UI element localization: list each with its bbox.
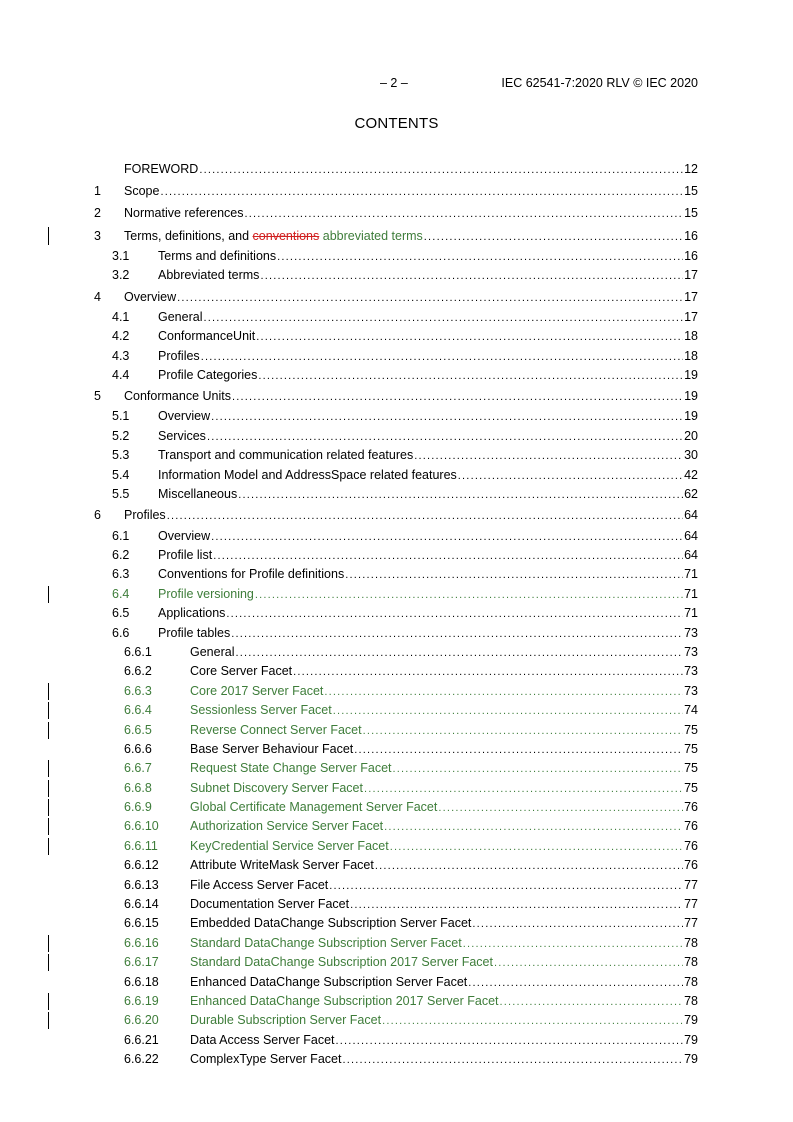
leader-dots: [211, 528, 683, 547]
change-bar: [48, 586, 49, 603]
table-of-contents: [94, 158, 698, 1070]
toc-entry-title: Global Certificate Management Server Facet: [190, 800, 438, 815]
toc-entry[interactable]: [94, 158, 698, 180]
toc-entry-page: 73: [684, 664, 698, 679]
toc-entry-number: 5.2: [112, 428, 130, 443]
change-bar: [48, 760, 49, 777]
toc-entry-page: 77: [684, 897, 698, 912]
toc-entry-title: Scope: [124, 184, 160, 199]
toc-entry-title: Conventions for Profile definitions: [158, 567, 345, 582]
toc-entry[interactable]: [94, 798, 698, 817]
leader-dots: [231, 625, 683, 644]
toc-entry[interactable]: [94, 308, 698, 327]
toc-entry-page: 71: [684, 586, 698, 601]
leader-dots: [256, 328, 683, 347]
toc-entry-number: 6.6.15: [124, 916, 159, 931]
toc-entry[interactable]: [94, 1011, 698, 1030]
toc-entry-page: 76: [684, 819, 698, 834]
leader-dots: [414, 447, 683, 466]
toc-entry[interactable]: [94, 385, 698, 407]
toc-entry-number: 5: [94, 389, 101, 404]
toc-entry-page: 75: [684, 780, 698, 795]
toc-entry[interactable]: [94, 914, 698, 933]
leader-dots: [382, 1012, 683, 1031]
toc-entry-number: 6.6.21: [124, 1032, 159, 1047]
change-bar: [48, 1012, 49, 1029]
page-title: CONTENTS: [354, 115, 439, 132]
toc-entry-title: Subnet Discovery Server Facet: [190, 780, 363, 795]
toc-entry[interactable]: [94, 180, 698, 202]
toc-entry-number: 6.6.8: [124, 780, 152, 795]
toc-entry-title: Standard DataChange Subscription Server Facet: [190, 935, 462, 950]
toc-entry[interactable]: [94, 485, 698, 504]
change-bar: [48, 993, 49, 1010]
leader-dots: [324, 683, 683, 702]
toc-entry-number: 6.6.11: [124, 838, 158, 853]
toc-entry-number: 6.6.18: [124, 974, 159, 989]
toc-entry[interactable]: [94, 662, 698, 681]
toc-entry-title: Core 2017 Server Facet: [190, 683, 324, 698]
toc-entry-title: General: [158, 309, 203, 324]
leader-dots: [201, 348, 683, 367]
toc-entry[interactable]: [94, 759, 698, 778]
toc-entry-title: KeyCredential Service Server Facet: [190, 838, 389, 853]
leader-dots: [207, 428, 683, 447]
toc-entry-title: Profile list: [158, 548, 213, 562]
toc-entry[interactable]: [94, 604, 698, 623]
toc-entry-number: 6.3: [112, 567, 130, 582]
toc-entry-number: 5.4: [112, 467, 130, 482]
leader-dots: [277, 248, 683, 267]
toc-entry-title: Profile Categories: [158, 367, 258, 382]
toc-entry-title: FOREWORD: [124, 162, 199, 176]
toc-entry-title: Profiles: [124, 508, 166, 523]
toc-entry-page: 16: [684, 228, 698, 243]
toc-entry-title: Terms and definitions: [158, 248, 277, 263]
toc-entry-title: Overview: [158, 409, 211, 424]
leader-dots: [232, 386, 683, 408]
toc-entry-page: 71: [684, 606, 698, 621]
toc-entry-title: Abbreviated terms: [158, 268, 260, 283]
change-bar: [48, 722, 49, 739]
toc-entry-number: 4.2: [112, 329, 130, 344]
standard-reference: IEC 62541-7:2020 RLV © IEC 2020: [501, 76, 698, 90]
leader-dots: [494, 954, 683, 973]
toc-entry-number: 4: [94, 289, 101, 304]
toc-entry-number: 6.6.3: [124, 683, 152, 698]
leader-dots: [342, 1051, 683, 1070]
toc-entry-number: 6.6.17: [124, 955, 159, 970]
toc-entry-number: 5.5: [112, 487, 130, 502]
toc-entry-number: 6.6.19: [124, 993, 159, 1008]
toc-entry[interactable]: [94, 565, 698, 584]
toc-entry-title: Services: [158, 428, 206, 443]
leader-dots: [293, 663, 683, 682]
toc-entry[interactable]: [94, 527, 698, 546]
change-bar: [48, 838, 49, 855]
toc-entry-page: 73: [684, 644, 698, 659]
toc-entry-title: Attribute WriteMask Server Facet: [190, 858, 374, 873]
toc-entry[interactable]: [94, 837, 698, 856]
toc-entry-number: 6.1: [112, 528, 130, 543]
toc-entry-title: Miscellaneous: [158, 487, 238, 502]
toc-entry-title: Overview: [124, 289, 177, 304]
toc-entry-number: 4.3: [112, 348, 130, 363]
toc-entry[interactable]: [94, 1031, 698, 1050]
change-bar: [48, 683, 49, 700]
leader-dots: [235, 644, 683, 663]
leader-dots: [463, 935, 683, 954]
toc-entry-page: 20: [684, 428, 698, 443]
toc-entry-title: Profile tables: [158, 625, 231, 640]
deleted-text: conventions: [252, 228, 320, 243]
change-bar: [48, 818, 49, 835]
toc-entry-page: 73: [684, 625, 698, 640]
toc-entry-page: 77: [684, 877, 698, 892]
leader-dots: [424, 226, 683, 248]
toc-entry-number: 3.2: [112, 268, 130, 283]
toc-entry[interactable]: [94, 504, 698, 526]
toc-entry-page: 78: [684, 935, 698, 950]
toc-entry-number: 6.6.10: [124, 819, 159, 834]
toc-entry[interactable]: [94, 934, 698, 953]
toc-entry-page: 64: [684, 528, 698, 543]
leader-dots: [203, 309, 683, 328]
change-bar: [48, 799, 49, 816]
toc-entry-number: 1: [94, 184, 101, 199]
toc-entry[interactable]: [94, 682, 698, 701]
added-text: abbreviated terms: [319, 228, 423, 243]
toc-entry-page: 79: [684, 1013, 698, 1028]
toc-entry-number: 6.6.5: [124, 722, 152, 737]
toc-entry[interactable]: [94, 856, 698, 875]
toc-entry-title: General: [190, 644, 235, 659]
toc-entry-page: 30: [684, 448, 698, 463]
leader-dots: [393, 760, 684, 779]
toc-entry[interactable]: [94, 427, 698, 446]
toc-entry[interactable]: [94, 446, 698, 465]
leader-dots: [354, 741, 683, 760]
toc-entry-number: 6.6.12: [124, 858, 159, 873]
toc-entry-number: 4.4: [112, 367, 130, 382]
toc-entry[interactable]: [94, 286, 698, 308]
change-bar: [48, 227, 49, 245]
toc-entry-number: 5.1: [112, 409, 130, 424]
toc-entry[interactable]: [94, 585, 698, 604]
toc-entry-number: 6.6.20: [124, 1013, 159, 1028]
toc-entry-page: 78: [684, 993, 698, 1008]
toc-entry-number: 6.6.4: [124, 703, 152, 718]
toc-entry-page: 62: [684, 487, 698, 502]
toc-entry-number: 6.6.7: [124, 761, 152, 776]
toc-entry[interactable]: [94, 202, 698, 224]
leader-dots: [160, 181, 683, 203]
toc-entry-number: 6.6.2: [124, 664, 152, 679]
toc-entry-number: 6.6.14: [124, 897, 159, 912]
leader-dots: [255, 586, 683, 605]
leader-dots: [333, 702, 683, 721]
change-bar: [48, 780, 49, 797]
toc-entry-page: 17: [684, 309, 698, 324]
toc-entry[interactable]: [94, 973, 698, 992]
toc-entry-page: 19: [684, 367, 698, 382]
toc-entry-number: 6.6.9: [124, 800, 152, 815]
toc-entry-title: Overview: [158, 528, 211, 543]
toc-entry-title: Transport and communication related features: [158, 448, 414, 463]
toc-entry[interactable]: [94, 624, 698, 643]
toc-entry-title: Conformance Units: [124, 389, 231, 404]
toc-entry-page: 79: [684, 1052, 698, 1067]
toc-entry-page: 19: [684, 409, 698, 424]
toc-entry-title: Documentation Server Facet: [190, 897, 350, 912]
page-number: – 2 –: [380, 76, 408, 90]
toc-entry-number: 6.5: [112, 606, 130, 621]
toc-entry[interactable]: [94, 1050, 698, 1069]
leader-dots: [238, 486, 683, 505]
toc-entry[interactable]: [94, 895, 698, 914]
toc-entry-title: File Access Server Facet: [190, 877, 329, 892]
toc-entry-number: 6: [94, 508, 101, 523]
leader-dots: [468, 974, 683, 993]
toc-entry-page: 17: [684, 268, 698, 283]
toc-entry[interactable]: [94, 817, 698, 836]
toc-entry[interactable]: [94, 779, 698, 798]
toc-entry-page: 75: [684, 722, 698, 737]
toc-entry-number: 6.6.6: [124, 741, 152, 756]
toc-entry[interactable]: [94, 740, 698, 759]
toc-entry[interactable]: [94, 992, 698, 1011]
toc-entry[interactable]: [94, 466, 698, 485]
toc-entry-title: Data Access Server Facet: [190, 1032, 335, 1047]
toc-entry-title: Durable Subscription Server Facet: [190, 1013, 382, 1028]
toc-entry[interactable]: [94, 721, 698, 740]
change-bar: [48, 954, 49, 971]
toc-entry[interactable]: [94, 347, 698, 366]
toc-entry-number: 6.6.22: [124, 1052, 159, 1067]
leader-dots: [384, 818, 683, 837]
toc-entry-page: 76: [684, 800, 698, 815]
toc-entry-page: 16: [684, 248, 698, 263]
toc-entry-page: 18: [684, 348, 698, 363]
leader-dots: [213, 547, 683, 566]
toc-entry-number: 2: [94, 206, 101, 221]
toc-entry-page: 64: [684, 508, 698, 523]
toc-entry-page: 17: [684, 289, 698, 304]
toc-entry-title: Embedded DataChange Subscription Server Facet: [190, 916, 472, 931]
toc-entry-page: 18: [684, 329, 698, 344]
toc-entry-page: 75: [684, 741, 698, 756]
leader-dots: [363, 722, 683, 741]
toc-entry-title: ComplexType Server Facet: [190, 1052, 342, 1067]
leader-dots: [167, 505, 683, 527]
toc-entry-page: 74: [684, 703, 698, 718]
toc-entry-page: 78: [684, 974, 698, 989]
toc-entry-title: Profiles: [158, 348, 200, 363]
toc-entry-title: ConformanceUnit: [158, 329, 256, 344]
leader-dots: [364, 780, 683, 799]
page-header: [380, 76, 698, 92]
leader-dots: [500, 993, 684, 1012]
toc-entry-number: 6.6.13: [124, 877, 159, 892]
toc-entry-title: Enhanced DataChange Subscription Server Facet: [190, 974, 468, 989]
toc-entry-page: 75: [684, 761, 698, 776]
toc-entry-number: 6.6.16: [124, 935, 159, 950]
toc-entry-page: 42: [684, 467, 698, 482]
toc-entry-page: 79: [684, 1032, 698, 1047]
toc-entry-title: Normative references: [124, 206, 244, 221]
leader-dots: [390, 838, 683, 857]
toc-entry-title: Enhanced DataChange Subscription 2017 Server Facet: [190, 993, 499, 1008]
toc-entry-page: 71: [684, 567, 698, 582]
toc-entry-title: Profile versioning: [158, 586, 254, 601]
toc-entry-number: 6.6: [112, 625, 130, 640]
leader-dots: [260, 267, 683, 286]
toc-entry-title: Information Model and AddressSpace related features: [158, 467, 457, 482]
toc-entry-page: 78: [684, 955, 698, 970]
toc-entry-title: Reverse Connect Server Facet: [190, 722, 362, 737]
toc-entry-number: 6.6.1: [124, 644, 152, 659]
toc-entry-title: Authorization Service Server Facet: [190, 819, 384, 834]
toc-entry-page: 64: [684, 548, 698, 562]
toc-entry[interactable]: [94, 225, 698, 247]
toc-entry-number: 5.3: [112, 448, 130, 463]
toc-entry[interactable]: [94, 701, 698, 720]
toc-entry-page: 77: [684, 916, 698, 931]
leader-dots: [226, 605, 683, 624]
toc-entry-title: Applications: [158, 606, 226, 621]
toc-entry-page: 73: [684, 683, 698, 698]
leader-dots: [375, 857, 683, 876]
toc-entry[interactable]: [94, 266, 698, 285]
toc-entry-page: 19: [684, 389, 698, 404]
leader-dots: [329, 877, 683, 896]
toc-entry-title: Core Server Facet: [190, 664, 293, 679]
toc-entry[interactable]: [94, 407, 698, 426]
toc-entry-title: Request State Change Server Facet: [190, 761, 392, 776]
leader-dots: [472, 915, 683, 934]
toc-entry-page: 12: [684, 162, 698, 176]
toc-entry-number: 4.1: [112, 309, 130, 324]
leader-dots: [438, 799, 683, 818]
toc-entry-page: 15: [684, 206, 698, 221]
leader-dots: [336, 1032, 684, 1051]
toc-entry[interactable]: [94, 643, 698, 662]
toc-entry-number: 3: [94, 228, 101, 243]
toc-entry-title: Base Server Behaviour Facet: [190, 741, 354, 756]
toc-entry-page: 15: [684, 184, 698, 199]
toc-entry-page: 76: [684, 858, 698, 873]
leader-dots: [350, 896, 683, 915]
leader-dots: [345, 566, 683, 585]
toc-entry[interactable]: [94, 953, 698, 972]
toc-entry-title: Standard DataChange Subscription 2017 Server Facet: [190, 955, 493, 970]
toc-entry-number: 6.2: [112, 548, 130, 562]
toc-entry[interactable]: [94, 546, 698, 565]
toc-entry[interactable]: [94, 366, 698, 385]
leader-dots: [199, 159, 683, 181]
leader-dots: [211, 408, 683, 427]
change-bar: [48, 702, 49, 719]
toc-entry[interactable]: [94, 876, 698, 895]
toc-entry-title: Sessionless Server Facet: [190, 703, 332, 718]
toc-entry-title: Terms, definitions, and conventions abbreviated terms: [124, 228, 423, 243]
change-bar: [48, 935, 49, 952]
toc-entry[interactable]: [94, 247, 698, 266]
leader-dots: [458, 467, 683, 486]
leader-dots: [245, 203, 684, 225]
toc-entry-number: 6.4: [112, 586, 130, 601]
toc-entry[interactable]: [94, 327, 698, 346]
leader-dots: [258, 367, 683, 386]
leader-dots: [177, 287, 683, 309]
toc-entry-number: 3.1: [112, 248, 130, 263]
toc-entry-page: 76: [684, 838, 698, 853]
